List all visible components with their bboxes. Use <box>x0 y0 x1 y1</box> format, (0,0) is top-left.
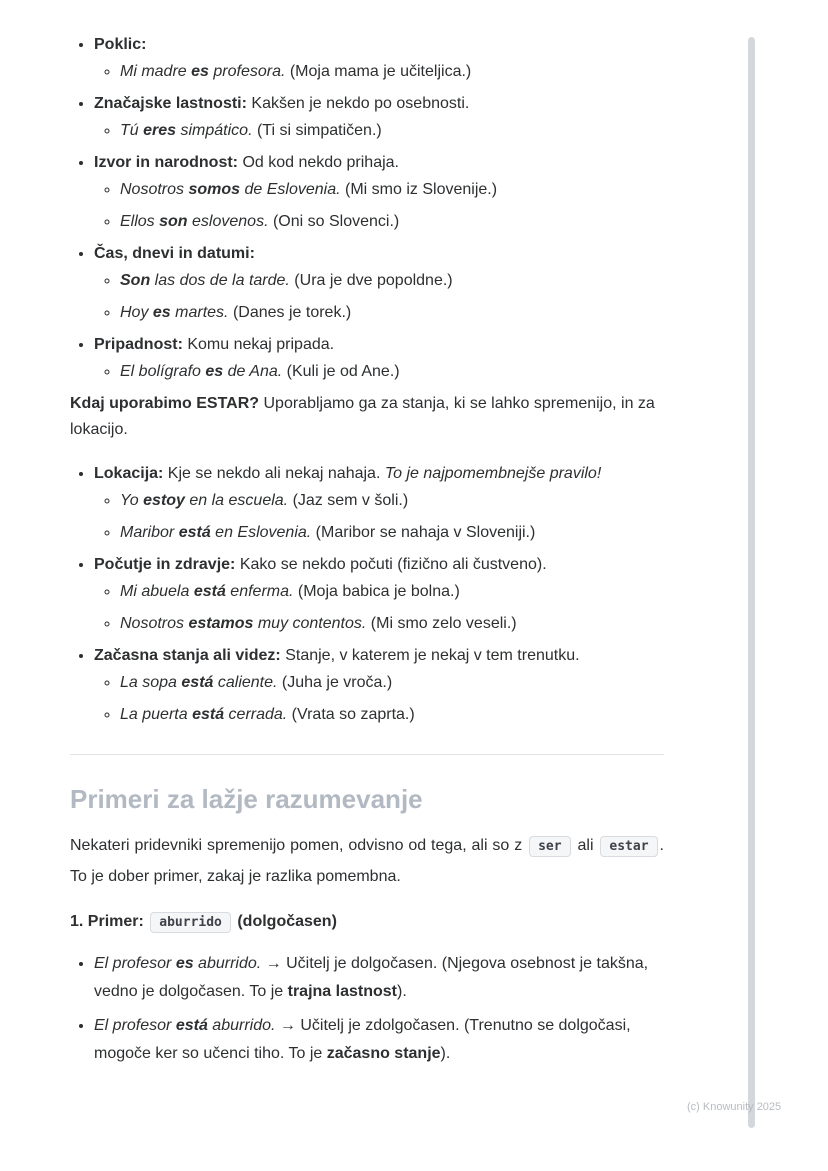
example-item <box>120 702 664 728</box>
example-item <box>120 118 664 144</box>
verb-bold: está <box>175 1017 208 1034</box>
example-translation: (Mi smo iz Slovenije.) <box>340 181 498 198</box>
list-item-poklic <box>94 32 664 85</box>
example-item <box>120 59 664 85</box>
item-title: Čas, dnevi in datumi: <box>94 245 255 262</box>
example-spanish <box>120 674 277 691</box>
list-item-izvor <box>94 150 664 235</box>
spanish-post: las dos de la tarde. <box>150 272 290 289</box>
item-desc: Kako se nekdo počuti (fizično ali čustveno). <box>235 556 547 573</box>
spanish-post: aburrido. <box>193 955 262 972</box>
spanish-post: caliente. <box>213 674 278 691</box>
comparison-list <box>70 950 664 1068</box>
verb-bold: está <box>181 674 214 691</box>
example-item <box>120 670 664 696</box>
verb-bold: eres <box>143 122 177 139</box>
example-spanish <box>120 122 253 139</box>
spanish-pre: Mi madre <box>120 63 192 80</box>
example-item <box>120 520 664 546</box>
item-title: Značajske lastnosti: <box>94 95 247 112</box>
item-title: Pripadnost: <box>94 336 183 353</box>
list-item-pocutje <box>94 552 664 637</box>
example-translation: (Oni so Slovenci.) <box>268 213 400 230</box>
example-spanish <box>120 272 290 289</box>
comparison-item-ser <box>94 950 664 1006</box>
explanation-bold: začasno stanje <box>326 1045 441 1062</box>
list-item-pripadnost <box>94 332 664 385</box>
example-spanish <box>120 615 366 632</box>
example-sublist <box>94 670 664 728</box>
verb-bold: está <box>178 524 211 541</box>
section-divider <box>70 754 664 755</box>
spanish-post: aburrido. <box>207 1017 276 1034</box>
example-spanish <box>120 63 285 80</box>
example-spanish <box>94 955 261 972</box>
example-spanish <box>120 213 269 230</box>
spanish-pre: Nosotros <box>120 615 189 632</box>
example-translation: (Ti si simpatičen.) <box>252 122 382 139</box>
explanation-text: → Učitelj je dolgočasen. (Njegova osebnost je takšna, vedno je dolgočasen. To je <box>94 955 649 1000</box>
section-heading: Primeri za lažje razumevanje <box>70 784 423 814</box>
item-desc: Komu nekaj pripada. <box>182 336 335 353</box>
example-spanish <box>94 1017 275 1034</box>
spanish-post: enferma. <box>225 583 294 600</box>
spanish-pre: Hoy <box>120 304 153 321</box>
verb-bold: es <box>152 304 171 321</box>
list-item-lokacija <box>94 461 664 546</box>
spanish-pre: El profesor <box>94 1017 176 1034</box>
verb-bold: es <box>191 63 209 80</box>
item-desc: Stanje, v katerem je nekaj v tem trenutku. <box>280 647 580 664</box>
example-sublist <box>94 177 664 235</box>
example-sublist <box>94 118 664 144</box>
item-title: Počutje in zdravje: <box>94 556 236 573</box>
intro-text-2: ali <box>577 837 594 854</box>
verb-bold: somos <box>188 181 241 198</box>
example-sublist <box>94 579 664 637</box>
verb-bold: Son <box>120 272 151 289</box>
list-item-zacasna <box>94 643 664 728</box>
example-item <box>120 359 664 385</box>
example-sublist <box>94 59 664 85</box>
item-desc: Kakšen je nekdo po osebnosti. <box>246 95 470 112</box>
example-item <box>120 300 664 326</box>
example-sublist <box>94 268 664 326</box>
verb-bold: es <box>175 955 194 972</box>
example-translation: (Jaz sem v šoli.) <box>288 492 409 509</box>
example-translation: (Maribor se nahaja v Sloveniji.) <box>311 524 536 541</box>
primer-label: 1. Primer: <box>70 913 144 930</box>
verb-bold: estamos <box>188 615 254 632</box>
example-item <box>120 579 664 605</box>
example-spanish <box>120 181 341 198</box>
item-note-italic: To je najpomembnejše pravilo! <box>384 465 602 482</box>
example-translation: (Ura je dve popoldne.) <box>289 272 453 289</box>
spanish-post: en Eslovenia. <box>210 524 312 541</box>
item-title: Začasna stanja ali videz: <box>94 647 281 664</box>
intro-text-1: Nekateri pridevniki spremenijo pomen, odvisno od tega, ali so z <box>70 837 523 854</box>
example-spanish <box>120 583 293 600</box>
item-title: Izvor in narodnost: <box>94 154 238 171</box>
explanation-end: ). <box>396 983 407 1000</box>
example-translation: (Vrata so zaprta.) <box>287 706 415 723</box>
spanish-post: martes. <box>170 304 229 321</box>
spanish-post: eslovenos. <box>187 213 269 230</box>
explanation-end: ). <box>440 1045 451 1062</box>
item-title: Poklic: <box>94 36 147 53</box>
example-translation: (Moja mama je učiteljica.) <box>285 63 472 80</box>
inline-code-estar: estar <box>600 836 657 857</box>
primer-heading <box>70 907 664 938</box>
spanish-pre: Yo <box>120 492 144 509</box>
spanish-post: en la escuela. <box>184 492 289 509</box>
estar-intro-text: Uporabljamo ga za stanja, ki se lahko spremenijo, in za lokacijo. <box>70 395 655 438</box>
example-sublist <box>94 359 664 385</box>
watermark: (c) Knowunity 2025 <box>687 1101 782 1113</box>
estar-usage-list <box>70 461 664 728</box>
example-item <box>120 268 664 294</box>
comparison-item-estar <box>94 1012 664 1068</box>
list-item-znacajske <box>94 91 664 144</box>
spanish-pre: Ellos <box>120 213 160 230</box>
example-spanish <box>120 524 311 541</box>
primer-suffix: (dolgočasen) <box>237 913 337 930</box>
intro-text-3: . To je dober primer, zakaj je razlika pomembna. <box>70 837 664 885</box>
item-title: Lokacija: <box>94 465 164 482</box>
spanish-pre: El profesor <box>94 955 176 972</box>
item-desc: Kje se nekdo ali nekaj nahaja. <box>163 465 385 482</box>
spanish-post: de Ana. <box>223 363 283 380</box>
inline-code-aburrido: aburrido <box>150 912 231 933</box>
example-spanish <box>120 304 229 321</box>
estar-intro-bold: Kdaj uporabimo ESTAR? <box>70 395 260 412</box>
explanation-bold: trajna lastnost <box>287 983 397 1000</box>
verb-bold: es <box>205 363 224 380</box>
example-translation: (Danes je torek.) <box>228 304 352 321</box>
example-item <box>120 209 664 235</box>
example-translation: (Moja babica je bolna.) <box>293 583 460 600</box>
example-item <box>120 611 664 637</box>
spanish-pre: La puerta <box>120 706 193 723</box>
example-spanish <box>120 363 282 380</box>
example-translation: (Juha je vroča.) <box>277 674 393 691</box>
inline-code-ser: ser <box>529 836 570 857</box>
example-spanish <box>120 492 288 509</box>
spanish-post: cerrada. <box>224 706 288 723</box>
spanish-pre: Nosotros <box>120 181 189 198</box>
scrollbar[interactable] <box>748 37 755 1128</box>
intro-paragraph <box>70 831 664 892</box>
spanish-post: muy contentos. <box>253 615 367 632</box>
example-item <box>120 177 664 203</box>
spanish-pre: La sopa <box>120 674 182 691</box>
estar-intro-paragraph <box>70 391 664 443</box>
verb-bold: está <box>192 706 225 723</box>
example-translation: (Kuli je od Ane.) <box>282 363 400 380</box>
list-item-cas <box>94 241 664 326</box>
item-desc: Od kod nekdo prihaja. <box>238 154 399 171</box>
example-sublist <box>94 488 664 546</box>
example-translation: (Mi smo zelo veseli.) <box>366 615 517 632</box>
spanish-pre: El bolígrafo <box>120 363 206 380</box>
example-item <box>120 488 664 514</box>
verb-bold: está <box>193 583 226 600</box>
spanish-post: de Eslovenia. <box>240 181 341 198</box>
spanish-post: simpático. <box>176 122 253 139</box>
example-spanish <box>120 706 287 723</box>
spanish-post: profesora. <box>208 63 286 80</box>
verb-bold: estoy <box>143 492 185 509</box>
spanish-pre: Mi abuela <box>120 583 194 600</box>
document-content <box>70 32 664 1074</box>
spanish-pre: Tú <box>120 122 144 139</box>
explanation-text: → Učitelj je zdolgočasen. (Trenutno se dolgočasi, mogoče ker so učenci tiho. To je <box>94 1017 631 1062</box>
verb-bold: son <box>159 213 188 230</box>
spanish-pre: Maribor <box>120 524 179 541</box>
ser-usage-list <box>70 32 664 385</box>
